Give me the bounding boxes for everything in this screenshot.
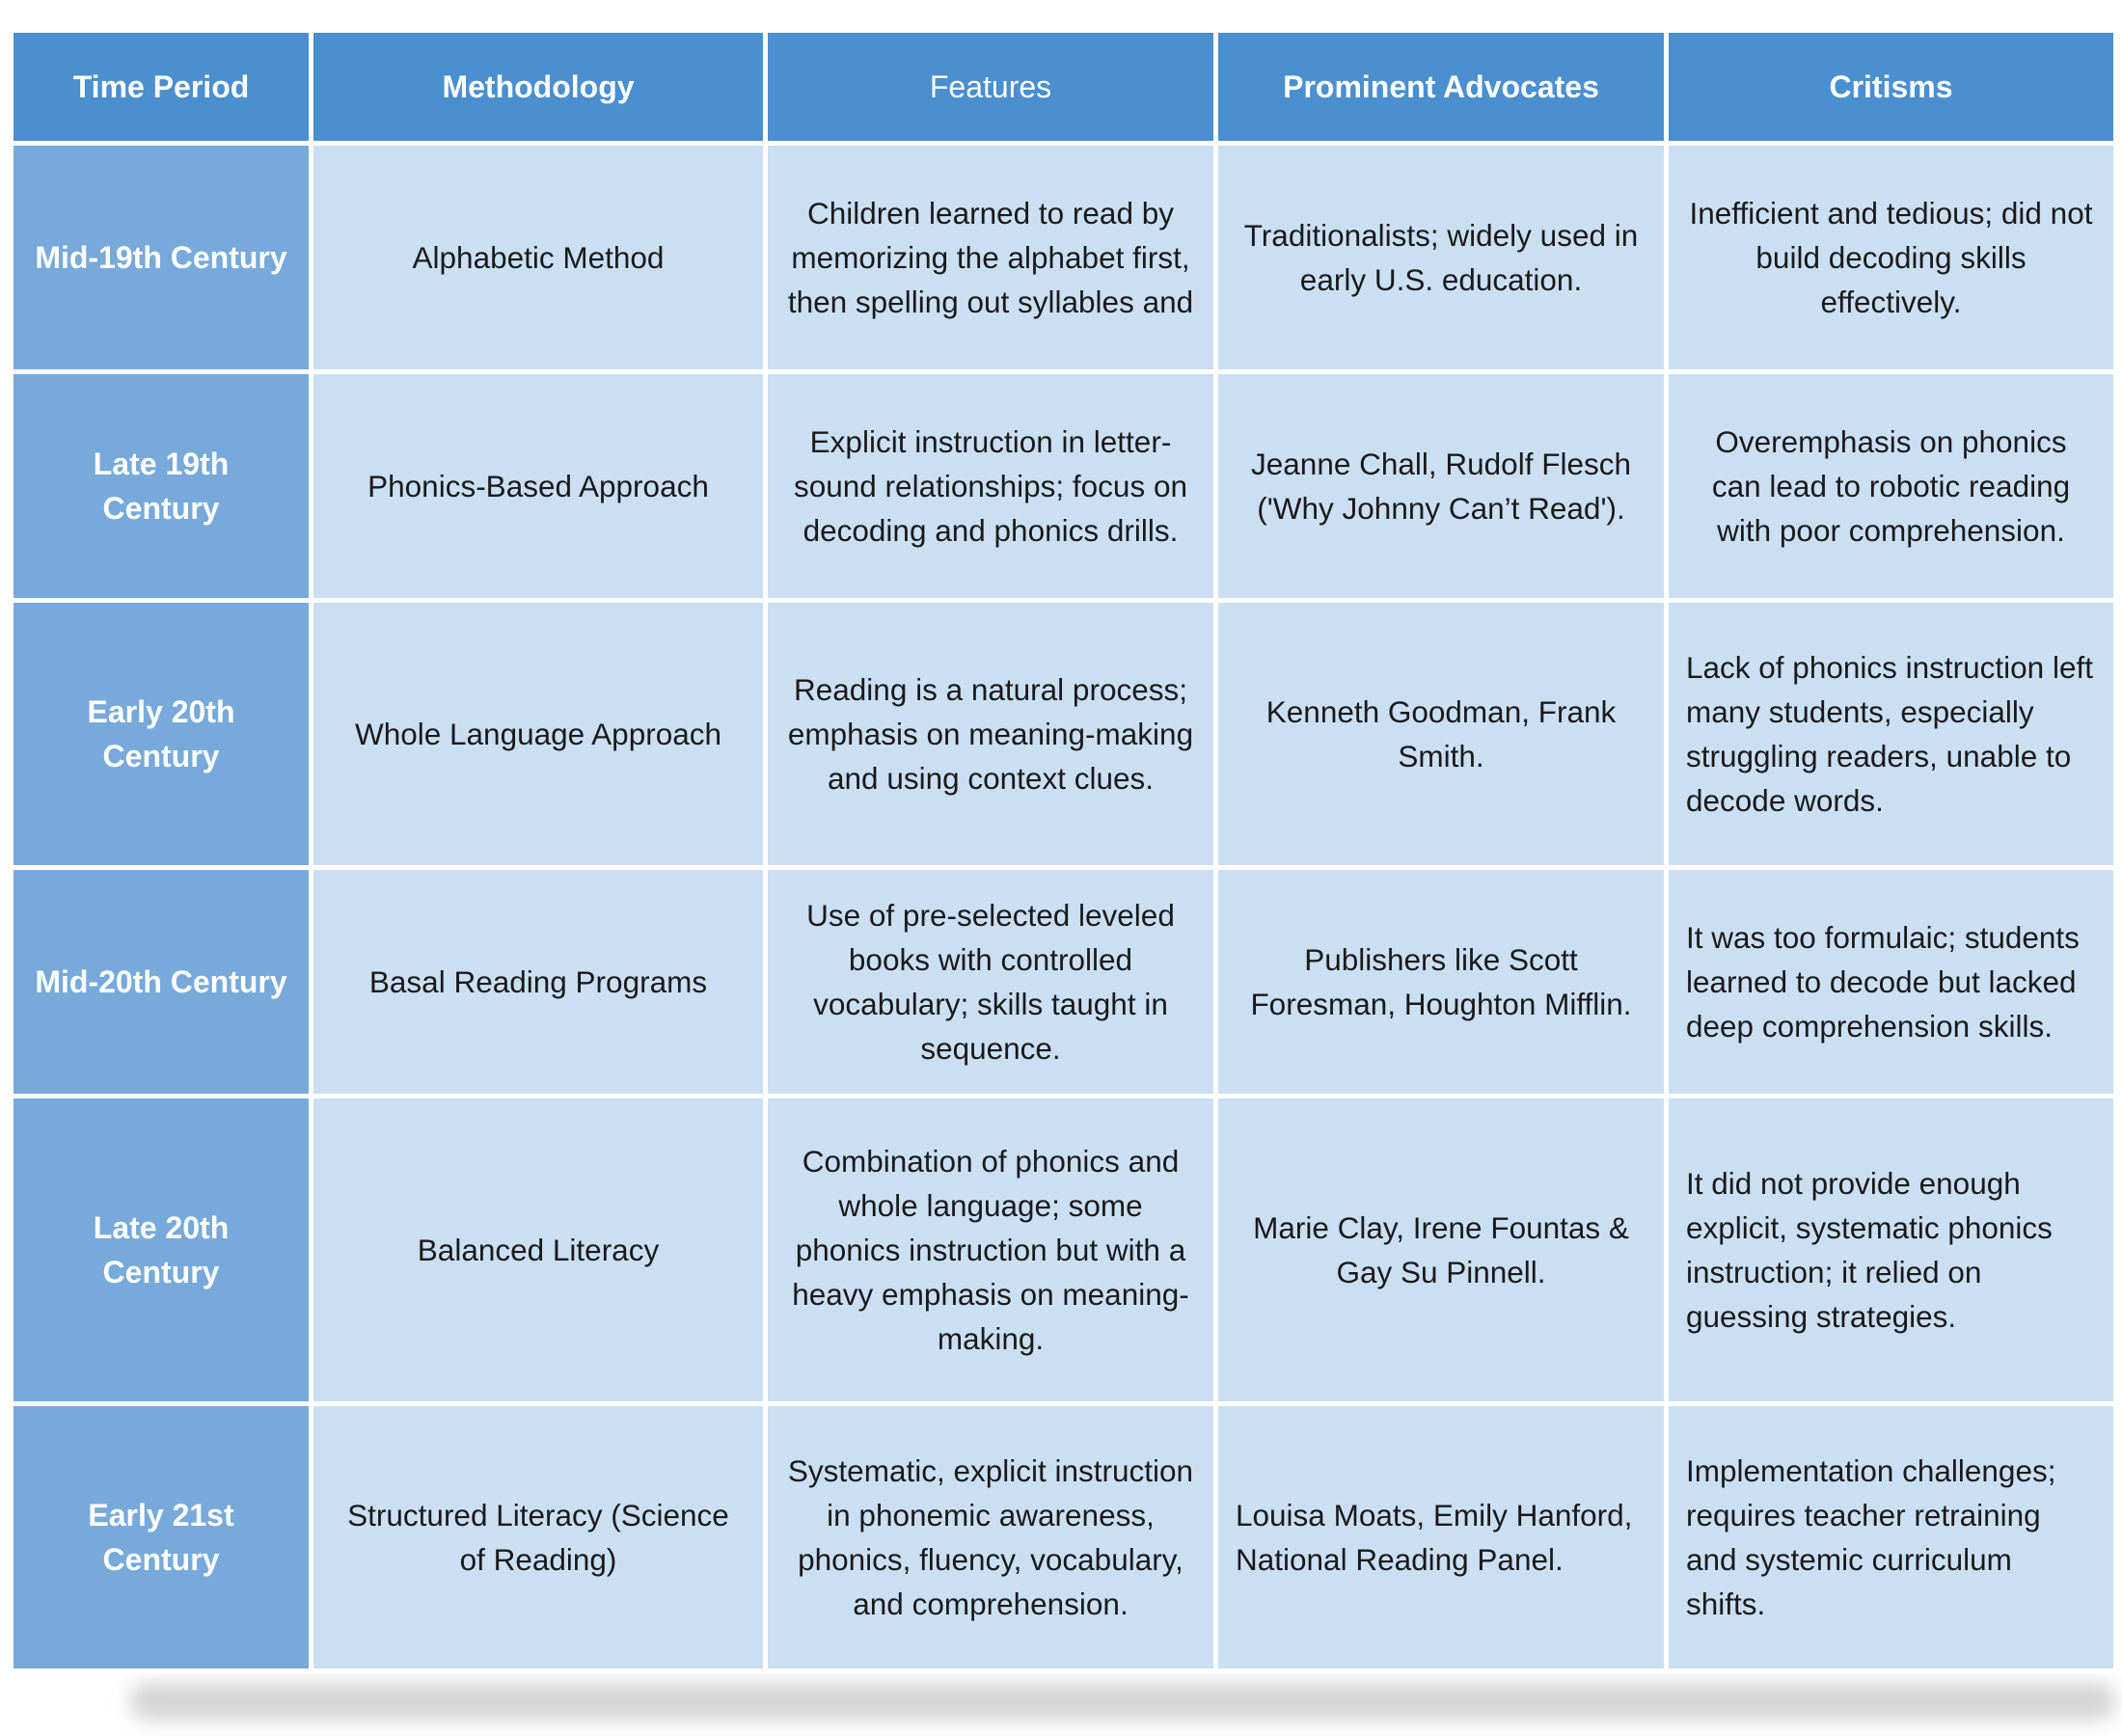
reading-methods-table bbox=[9, 28, 2118, 1673]
table-row bbox=[14, 146, 2113, 369]
cell-advocates: Louisa Moats, Emily Hanford, National Reading Panel. bbox=[1218, 1406, 1664, 1668]
cell-methodology: Balanced Literacy bbox=[313, 1099, 763, 1401]
table-shadow bbox=[129, 1682, 2116, 1721]
header-features: Features bbox=[768, 33, 1213, 141]
table-row bbox=[14, 603, 2113, 865]
table-row bbox=[14, 870, 2113, 1094]
cell-methodology: Alphabetic Method bbox=[313, 146, 763, 369]
cell-time-period: Late 19th Century bbox=[14, 374, 309, 598]
cell-features: Children learned to read by memorizing the alphabet first, then spelling out syllables and bbox=[768, 146, 1213, 369]
cell-advocates: Kenneth Goodman, Frank Smith. bbox=[1218, 603, 1664, 865]
cell-methodology: Structured Literacy (Science of Reading) bbox=[313, 1406, 763, 1668]
cell-time-period: Mid-19th Century bbox=[14, 146, 309, 369]
cell-time-period: Late 20th Century bbox=[14, 1099, 309, 1401]
header-criticisms: Critisms bbox=[1669, 33, 2113, 141]
cell-criticisms: It did not provide enough explicit, systematic phonics instruction; it relied on guessing strategies. bbox=[1669, 1099, 2113, 1401]
header-methodology: Methodology bbox=[313, 33, 763, 141]
cell-features: Reading is a natural process; emphasis on meaning-making and using context clues. bbox=[768, 603, 1213, 865]
table-row bbox=[14, 1406, 2113, 1668]
cell-advocates: Marie Clay, Irene Fountas & Gay Su Pinnell. bbox=[1218, 1099, 1664, 1401]
cell-features: Combination of phonics and whole language; some phonics instruction but with a heavy emphasis on meaning-making. bbox=[768, 1099, 1213, 1401]
cell-time-period: Early 20th Century bbox=[14, 603, 309, 865]
table-row bbox=[14, 1099, 2113, 1401]
cell-time-period: Early 21st Century bbox=[14, 1406, 309, 1668]
cell-methodology: Whole Language Approach bbox=[313, 603, 763, 865]
cell-criticisms: Lack of phonics instruction left many students, especially struggling readers, unable to decode words. bbox=[1669, 603, 2113, 865]
cell-methodology: Phonics-Based Approach bbox=[313, 374, 763, 598]
header-prominent-advocates: Prominent Advocates bbox=[1218, 33, 1664, 141]
cell-criticisms: Inefficient and tedious; did not build decoding skills effectively. bbox=[1669, 146, 2113, 369]
cell-advocates: Jeanne Chall, Rudolf Flesch ('Why Johnny Can’t Read'). bbox=[1218, 374, 1664, 598]
cell-methodology: Basal Reading Programs bbox=[313, 870, 763, 1094]
cell-criticisms: Overemphasis on phonics can lead to robotic reading with poor comprehension. bbox=[1669, 374, 2113, 598]
cell-advocates: Publishers like Scott Foresman, Houghton Mifflin. bbox=[1218, 870, 1664, 1094]
table-container bbox=[14, 33, 2108, 1684]
table-row bbox=[14, 374, 2113, 598]
header-time-period: Time Period bbox=[14, 33, 309, 141]
cell-criticisms: It was too formulaic; students learned to decode but lacked deep comprehension skills. bbox=[1669, 870, 2113, 1094]
cell-features: Explicit instruction in letter-sound relationships; focus on decoding and phonics drills. bbox=[768, 374, 1213, 598]
cell-features: Systematic, explicit instruction in phonemic awareness, phonics, fluency, vocabulary, and comprehension. bbox=[768, 1406, 1213, 1668]
cell-advocates: Traditionalists; widely used in early U.S. education. bbox=[1218, 146, 1664, 369]
cell-criticisms: Implementation challenges; requires teacher retraining and systemic curriculum shifts. bbox=[1669, 1406, 2113, 1668]
header-row bbox=[14, 33, 2113, 141]
cell-time-period: Mid-20th Century bbox=[14, 870, 309, 1094]
cell-features: Use of pre-selected leveled books with controlled vocabulary; skills taught in sequence. bbox=[768, 870, 1213, 1094]
